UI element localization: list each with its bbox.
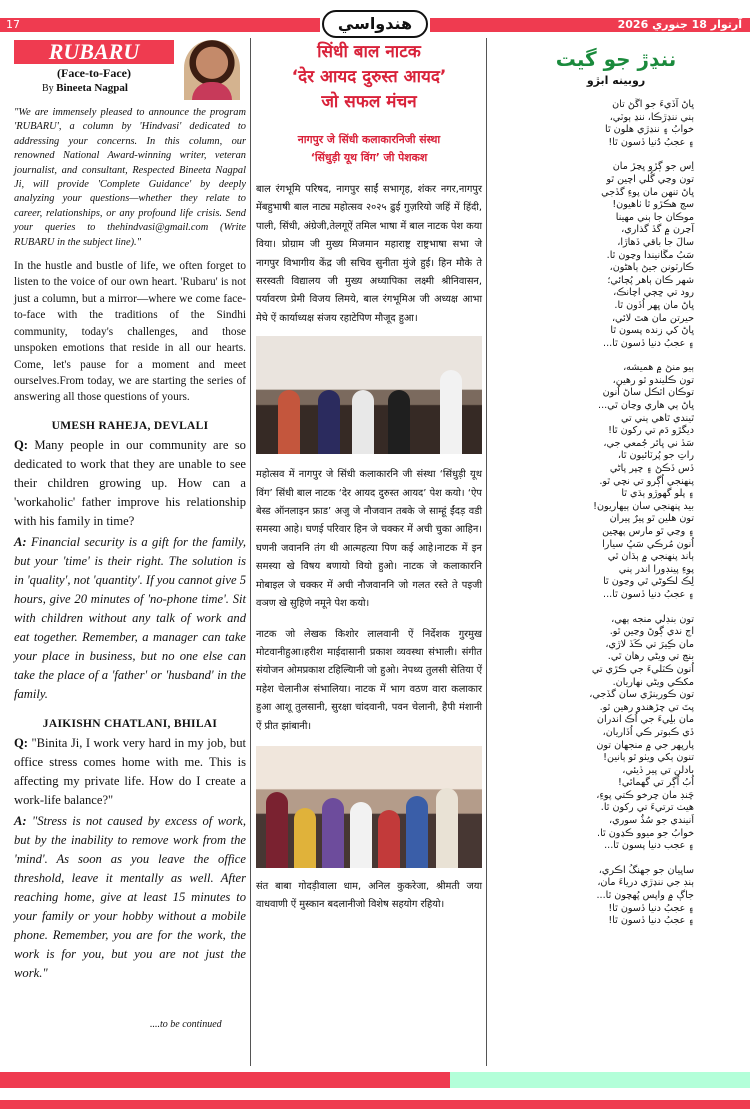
poem-line: تون ڪورينڙي سان گڏجي،: [589, 689, 694, 701]
qa-sender: JAIKISHN CHATLANI, BHILAI: [42, 717, 218, 730]
poem-title: ننڍڙ جو گيت: [555, 47, 677, 71]
poem-line: تون بنڊلي منجه ٻهي،: [611, 613, 694, 625]
question-text: Many people in our community are so dedicated to work that they are unable to see their children growing up. How can a 'workaholic' father improve his relationship with his family in time?: [14, 437, 246, 528]
photo-figure: [278, 390, 300, 454]
title-line: ‘देर आयद दुरुस्त आयद’: [291, 67, 447, 87]
column-intro: "We are immensely pleased to announce the program 'RUBARU', a column by 'Hindvasi' dedicated to addressing your concerns. In this column, our renowned National Award-winning writer, veteran journalist, and consultant, Respected Bineeta Nagpal Ji, will provide 'Complete Guidance' by deeply analyzing your questions—whether they relate to career, relationships, or any profound life crisis. Send your queries to thehindvasi@gmail.com (Write RUBARU in the subject line).": [14, 107, 246, 248]
photo-figure: [352, 390, 374, 454]
newspaper-logo: هندواسي: [322, 10, 428, 38]
poem-line: اُنون مُرڪي سَڀُ سيارا: [602, 538, 694, 550]
poem-line: اُبُ اُڳر تي گهمائي!: [617, 777, 694, 789]
poem-line: ٻني ننڍڙڪا، ننڍ ٻوٽي،: [609, 111, 694, 123]
poem-line: رود تي ڇڄي اچانڪ،: [613, 287, 694, 299]
q-label: Q:: [14, 437, 28, 452]
photo-figure: [318, 390, 340, 454]
poem-line: ۽ عجبُ دنيا ڏسون ٿا...: [603, 588, 694, 600]
qa-question: [14, 734, 246, 810]
poem-line: ڀاڻ آڏيءَ جو اڱڻ تان: [612, 99, 694, 110]
to-be-continued: ....to be continued: [150, 1019, 222, 1030]
poem-line: راتِ جو پُرٽائيون ٿا،: [617, 450, 694, 462]
photo-figure: [440, 370, 462, 454]
qa-question: [14, 436, 246, 531]
page-header: [0, 8, 750, 38]
poem-line: ٻاند پنهنجي ۾ ٻڌان ٿي: [607, 551, 694, 563]
article-title: [256, 40, 482, 115]
poem-line: تون وڃي گُلي اچين ٿو: [606, 173, 694, 185]
photo-figure: [266, 792, 288, 868]
poem-column: [492, 40, 740, 928]
column-lead: In the hustle and bustle of life, we often forget to listen to the voice of our own heart. 'Rubaru' is not just a column, but a mirror—where we come face-to-face with the traditions of the Sindhi community, today's challenges, and those unspoken emotions that reside in all our hearts. Come, let's pause for a moment and meet ourselves.From today, we are starting the series of answering all those questions of yours.: [14, 260, 246, 404]
photo-figure: [388, 390, 410, 454]
question-text: "Binita Ji, I work very hard in my job, but office stress comes home with me. This is affecting my private life. How do I create a work-life balance?": [14, 735, 246, 807]
poem-line: شهر ڪان ٻاهر پُڄائي؛: [607, 274, 694, 286]
poem-line: پتَ تي چڙهندو رهين ٿو.: [599, 701, 694, 713]
poem-line: ڏي ڪبوتر ڪي اُڏاريان،: [602, 726, 694, 738]
qa-answer: [14, 533, 246, 704]
poem-line: خوابُ ۽ ننڍڙي هلون ٿا: [605, 124, 694, 136]
page-number: 17: [6, 18, 20, 31]
poem-line: پوءِ پينڊورا اندر ٻني: [618, 563, 694, 575]
poem-line: ڀاڻ تنهن مان پوءِ گڏجي: [601, 186, 694, 198]
footer-bar: [0, 1100, 750, 1109]
stage-photo: [256, 336, 482, 454]
group-photo: [256, 746, 482, 868]
poem-line: پارپهر جي ۾ منجهان تون: [596, 739, 694, 751]
poem-line: ڀاڻ ٻي هاري وڃان ٿي...: [598, 400, 694, 412]
poem-line: جاڳ ۾ واپس پُهچون ٿا...: [596, 890, 694, 902]
poem-stanza: [492, 99, 740, 149]
poem-line: چَنڊ مان چرخو ڪتي پوءِ،: [596, 789, 694, 801]
article-paragraph: बाल रंगभूमि परिषद, नागपुर साईं सभागृह, शंकर नगर,नागपुर मेंबहुभाषी बाल नाट्य महोत्सव २०२५ ढुई गुज़रियो जहिं में हिंदी, पाली, सिंधी, अंग्रेजी,तेलगूऐं तमिल भाषा में बाल नाटक पेश कया विया। प्रोग्राम जी मुख्य मिजमान महाराष्ट्र राष्ट्रभाषा सभा जे नागपुर विभागीय केंद्र जी सचिव सुनीता मुंजे हुई। हिन मौके ते सरस्वती विद्यालय जी मुख्य अध्यापिका लक्ष्मी श्रीनिवासन, पर्यावरण प्रेमी विजय लिमये, बाल रंगभूमिअ जी अध्यक्ष आभा मेघे ऐं कार्याध्यक्ष संजय रहाटेपिण मौजूद हुआ।: [256, 184, 482, 324]
poem-line: سالَ جا باقي ڏهاڙا،: [617, 236, 694, 248]
poem-line: ۽ عجب دنيا پسون ٿا...: [604, 840, 694, 852]
poem-line: اَنيندي جو سُڏُ سوري،: [608, 815, 694, 827]
column-masthead: [14, 40, 246, 100]
poem-line: سَبُ مڱانيندا وڃون ٿا.: [606, 249, 694, 261]
subtitle-line: नागपुर जे सिंधी कलाकारनिजी संस्था: [297, 133, 441, 146]
poem-body: [492, 99, 740, 928]
poem-line: ڀاڻ مان ڀهر اُڏون ٿا.: [614, 299, 694, 311]
poem-line: ديگڙو دَم تي رکون ٿا!: [608, 425, 694, 437]
poem-line: اِس جو ڳڙو ڀڃڙ مان: [612, 161, 694, 173]
poem-line: ۽ پلو گهوڙو ٻڌي ٿا: [621, 488, 694, 500]
poem-line: تنون ٻکي ويٺو ٿو ٻانين!: [603, 752, 694, 764]
photo-figure: [378, 810, 400, 868]
poem-line: ٻنڊ جي ننڍڙي درياءَ مان،: [597, 877, 694, 889]
author-photo: [184, 40, 240, 100]
answer-text: Financial security is a gift for the family, but your 'time' is their right. The solution is in 'quality', not 'quantity'. If you cannot give 5 hours, give 20 minutes of 'no-phone time'. Sit with children without any talk of work and eat together. Remember, a manager can take your place in business, but no one else can take the place of a 'father' or 'husband' in the family.: [14, 534, 246, 701]
column-divider: [250, 38, 251, 1066]
footer-band: [0, 1072, 750, 1088]
header-bar-left: [0, 18, 320, 32]
byline: [42, 82, 128, 94]
poem-line: ۽ عجبُ دنيا ڏسون ٿا...: [603, 337, 694, 349]
poem-line: تون ڪليندو ٿو رهين،: [612, 374, 694, 386]
qa-sender: UMESH RAHEJA, DEVLALI: [51, 419, 209, 432]
poem-line: اڄ ندي ڳوڻ وڃين ٿو.: [609, 626, 694, 638]
photo-figure: [436, 788, 458, 868]
poem-line: ڏس ڏڪڻ ۽ چپر پاڻي: [609, 463, 694, 475]
photo-figure: [406, 796, 428, 868]
poem-line: مان ڪِيرَ تي ڪَڏ لاڙي،: [605, 638, 694, 650]
poem-line: موڪان جا ٻني مهينا: [615, 211, 694, 223]
qa-answer: [14, 812, 246, 983]
photo-figure: [322, 798, 344, 868]
byline-author: Bineeta Nagpal: [56, 82, 128, 94]
column-subtitle: (Face-to-Face): [57, 66, 131, 80]
poem-line: ٻيو منڻ ۾ هميشه،: [623, 362, 694, 374]
poem-line: سڄ هڪڙو ٿا ٺاهيون!: [612, 199, 694, 211]
poem-line: ۽ عجبُ دُنيا ڏسون ٿا!: [608, 136, 694, 148]
poem-line: هيٺ ترتيءَ تي رکون ٿا.: [600, 802, 694, 814]
poem-line: ٿيندي ٿاهي ٻني تي: [620, 412, 694, 424]
poem-line: ڪارٽونن جيڻ ٻاهڻون،: [609, 262, 694, 274]
poem-stanza: [492, 865, 740, 928]
date-line: آرتوار 18 جنوري 2026: [617, 18, 742, 31]
column-name: RUBARU: [14, 40, 174, 64]
a-label: A:: [14, 813, 27, 828]
poem-line: ۽ عجبُ دنيا ڏسون ٿا!: [608, 915, 694, 927]
article-paragraph: महोत्सव में नागपुर जे सिंधी कलाकारनि जी संस्था ‘सिंधुड़ी यूथ विंग’ सिंधी बाल नाटक ‘देर आयद दुरुस्त आयद’ पेश कयो। ‘ऐप बेस्ड ऑनलाइन फ्राड’ अजु जे नौजवान तबके जे साम्हूं ईंदड़ वडी समस्या आहे। घणई परिवार हिन जे चक्कर में अची चुका आहिन। घणनी जवाननि तंग थी आत्महत्या पिण कई आहे।नाटक में इन समस्या खे विषय बणायो वियो हुओ। नाटक जे कलाकारनि मोबाइल जे चक्कर में अची नौजवाननि जो गलत रस्ते ते पइजी वञण खे सुहिणे नमूने पेश कयो।: [256, 469, 482, 610]
poem-stanza: [492, 614, 740, 853]
photo-figure: [350, 802, 372, 868]
poem-line: ۽ وڃي ٿو مارس پهچين: [602, 526, 694, 537]
photo-figure: [294, 808, 316, 868]
poem-line: تون هلين ٿو پيرٌ پيران: [609, 513, 694, 525]
poem-line: ۽ عجبُ دنيا ڏسون ٿا!: [608, 902, 694, 914]
article-paragraph: संत बाबा गोदड़ीवाला धाम, अनिल कुकरेजा, श्रीमती जया वाधवाणी ऐं मुस्कान बदलानीजो विशेष सहयोग रहियो।: [256, 880, 482, 911]
article-paragraph: नाटक जो लेखक किशोर लालवानी ऐं निर्देशक गुरमुख मोटवानीहुआ।हरीश माईदासानी प्रकाश व्यवस्था संभाली। संगीत संयोजन ओमप्रकाश टहिल्यिानी जो हुओ। नेपथ्य तुलसी सेतिया ऐं महेश चेलानीअ संभालिया। नाटक में भाग वठण वारा कलाकार हुआ आशू तुलसानी, सुरक्षा चांदवानी, पवन चेलानी, हैपी मंशानी ऐं प्रीत झांबानी।: [256, 628, 482, 732]
poem-stanza: [492, 362, 740, 601]
poem-stanza: [492, 161, 740, 350]
poem-line: مان بلِيءَ جي اُڪ اندران: [596, 714, 694, 726]
article-subtitle: [256, 131, 482, 167]
poem-line: اُنون ڪٽليءَ جي ڪڙي تي: [591, 663, 694, 675]
byline-prefix: By: [42, 83, 54, 94]
poem-line: خوابُ جو ميوو ڪڍون ٿا.: [597, 827, 694, 839]
poem-line: ڀاڻ کي زنده پسون ٿا: [610, 325, 694, 337]
q-label: Q:: [14, 735, 28, 750]
rubaru-column: [14, 40, 246, 983]
poem-line: آڃرن ۾ گڏ گذاري،: [621, 224, 694, 236]
title-line: जो सफल मंचन: [321, 92, 417, 112]
title-line: सिंधी बाल नाटक: [317, 42, 421, 62]
poem-line: مکڪي ويڻي نهاريان.: [612, 676, 694, 688]
subtitle-line: ‘सिंधुड़ी यूथ विंग’ जी पेशकश: [310, 151, 428, 164]
poem-author: روبينه ابڙو: [586, 74, 646, 87]
poem-line: ساڀيان جو جهنگُ اڪري،: [598, 864, 694, 876]
poem-line: بنڃ تي ويڻي رهان ٿي.: [607, 651, 694, 663]
poem-line: لِڪ لڪوڻي ٿي وڃون ٿا: [603, 576, 694, 588]
drama-article: [256, 40, 482, 915]
poem-line: توڪان اٿڪل ساڻ اُنون: [602, 387, 694, 399]
poem-line: بيد پنهنجي سان ٻيهاريون!: [593, 500, 694, 512]
poem-line: پنهنجي اُڳرو تي نچي ٿو.: [599, 475, 694, 487]
poem-line: بادلن تي پير ڏيئي،: [622, 764, 694, 776]
poem-line: حيرتن مان هٿ لائي،: [611, 312, 694, 324]
column-divider: [486, 38, 487, 1066]
poem-line: سَڏ ني ڀائر جُمعي جي،: [603, 437, 694, 449]
answer-text: "Stress is not caused by excess of work, but by the inability to remove work from the 'mind'. As soon as you leave the office threshold, leave it mentally as well. After reaching home, give at least 15 minutes to your family or your hobby without a mobile phone. Remember, you are for the work, the work is for you, but you are not just the work.": [14, 813, 246, 980]
a-label: A:: [14, 534, 27, 549]
